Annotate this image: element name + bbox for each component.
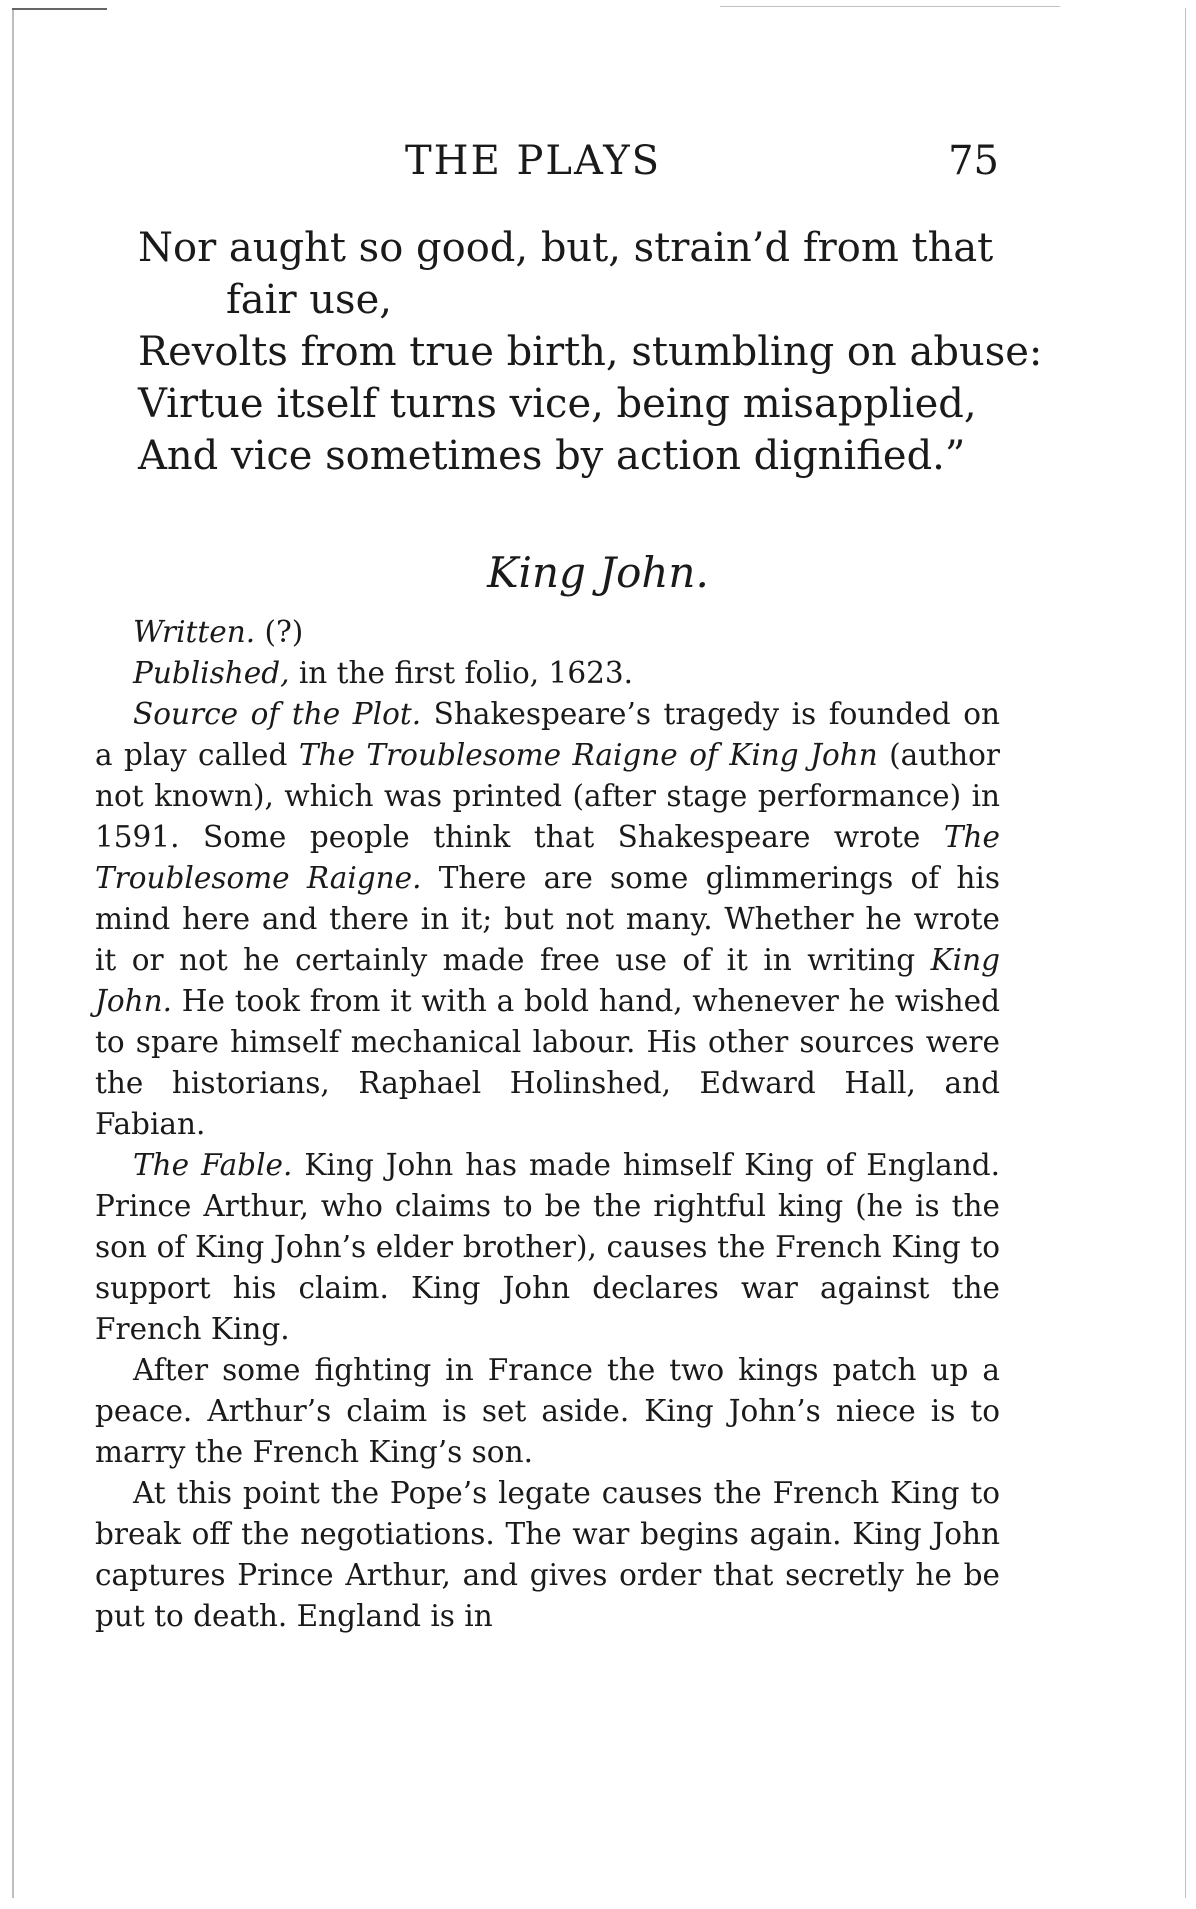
label-source: Source of the Plot.	[133, 697, 422, 731]
label-published: Published,	[133, 656, 290, 690]
verse-line: Virtue itself turns vice, being misapplied,	[138, 381, 977, 427]
text-source: (author not known), which was printed (after stage performance) in 1591. Some people think that Shakespeare wrote	[95, 738, 1000, 854]
title-troublesome-raigne: The Troublesome Raigne of King John	[298, 738, 878, 772]
text-fable: King John has made himself King of England. Prince Arthur, who claims to be the rightful king (he is the son of King John’s elder brother), causes the French King to support his claim. King John declares war against the French King.	[95, 1148, 1000, 1346]
paragraph-written	[95, 612, 1000, 653]
text-written: (?)	[255, 615, 304, 649]
verse-line: fair use,	[226, 277, 392, 323]
page-edge-top	[12, 8, 107, 10]
text-source: He took from it with a bold hand, whenever he wished to spare himself mechanical labour. His other sources were the historians, Raphael Holinshed, Edward Hall, and Fabian.	[95, 984, 1000, 1141]
text-source: There are some glimmerings of his mind here and there in it; but not many. Whether he wrote it or not he certainly made free use of it in writing	[95, 861, 1001, 977]
page-edge-right	[1185, 8, 1186, 1898]
paragraph-source	[95, 694, 1000, 1145]
page-edge-top-right	[720, 6, 1060, 7]
page-number: 75	[948, 138, 999, 184]
text-source: Shakespeare’s tragedy is founded on a play called	[95, 697, 1000, 772]
paragraph-published	[95, 653, 1000, 694]
verse-line: Nor aught so good, but, strain’d from that	[138, 225, 994, 271]
title-troublesome-raigne-short: The Troublesome Raigne.	[95, 820, 1000, 895]
section-heading: King John.	[487, 548, 709, 597]
label-written: Written.	[133, 615, 256, 649]
running-title: THE PLAYS	[405, 138, 662, 184]
paragraph-fable	[95, 1145, 1000, 1350]
running-header	[95, 138, 999, 188]
verse-quotation	[138, 222, 1043, 482]
page-edge-left	[12, 8, 14, 1898]
verse-line: And vice sometimes by action dignified.”	[138, 433, 966, 479]
paragraph-peace: After some fighting in France the two kings patch up a peace. Arthur’s claim is set aside. King John’s niece is to marry the French King’s son.	[95, 1353, 1000, 1469]
label-fable: The Fable.	[133, 1148, 293, 1182]
body-text	[95, 612, 1000, 1637]
verse-line: Revolts from true birth, stumbling on abuse:	[138, 329, 1043, 375]
paragraph-legate: At this point the Pope’s legate causes the French King to break off the negotiations. The war begins again. King John captures Prince Arthur, and gives order that secretly he be put to death. England is in	[95, 1476, 1000, 1633]
text-published: in the first folio, 1623.	[289, 656, 634, 690]
title-king-john: King John.	[95, 943, 1000, 1018]
